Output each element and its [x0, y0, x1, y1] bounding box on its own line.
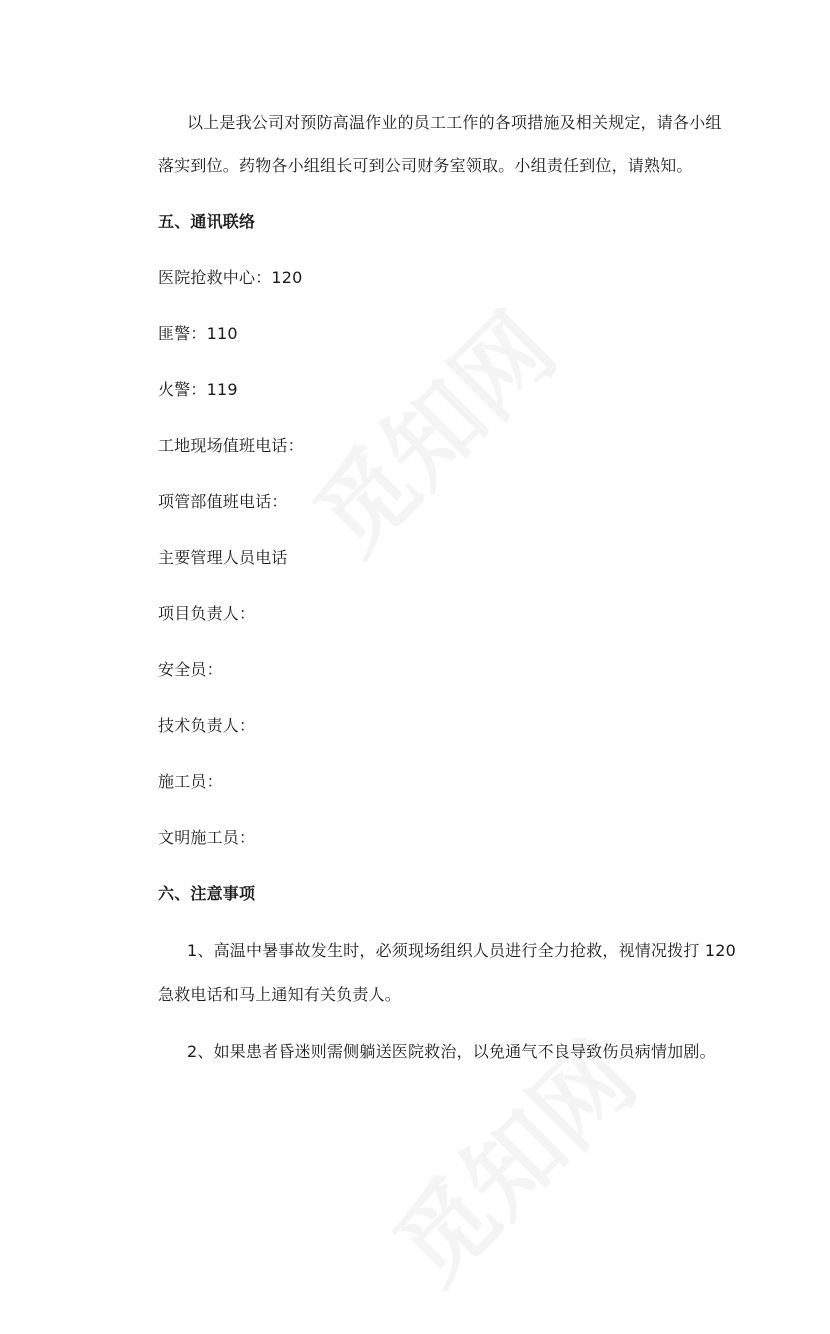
contact-item-site-duty-phone: 工地现场值班电话： [158, 436, 304, 455]
contact-item-constructor: 施工员： [158, 772, 223, 791]
watermark [254, 253, 605, 604]
contact-item-project-lead: 项目负责人： [158, 604, 256, 623]
contact-item-safety-officer: 安全员： [158, 660, 223, 679]
intro-paragraph-line-1: 以上是我公司对预防高温作业的员工工作的各项措施及相关规定，请各小组 [187, 113, 722, 132]
section-heading-contacts: 五、通讯联络 [158, 212, 256, 231]
note-1-line-2: 急救电话和马上通知有关负责人。 [158, 985, 402, 1004]
section-heading-notes: 六、注意事项 [158, 884, 256, 903]
contact-item-civilized-constructor: 文明施工员： [158, 828, 256, 847]
note-2: 2、如果患者昏迷则需侧躺送医院救治，以免通气不良导致伤员病情加剧。 [187, 1042, 716, 1061]
contact-item-police: 匪警：110 [158, 324, 238, 343]
note-1-line-1: 1、高温中暑事故发生时，必须现场组织人员进行全力抢救，视情况拨打 120 [187, 941, 737, 960]
intro-paragraph-line-2: 落实到位。药物各小组组长可到公司财务室领取。小组责任到位，请熟知。 [158, 156, 693, 175]
contact-item-managers-phone: 主要管理人员电话 [158, 548, 288, 567]
contact-item-dept-duty-phone: 项管部值班电话： [158, 492, 288, 511]
contact-item-technical-lead: 技术负责人： [158, 716, 256, 735]
contact-item-hospital: 医院抢救中心：120 [158, 268, 303, 287]
contact-item-fire: 火警：119 [158, 380, 238, 399]
watermark [334, 983, 685, 1334]
